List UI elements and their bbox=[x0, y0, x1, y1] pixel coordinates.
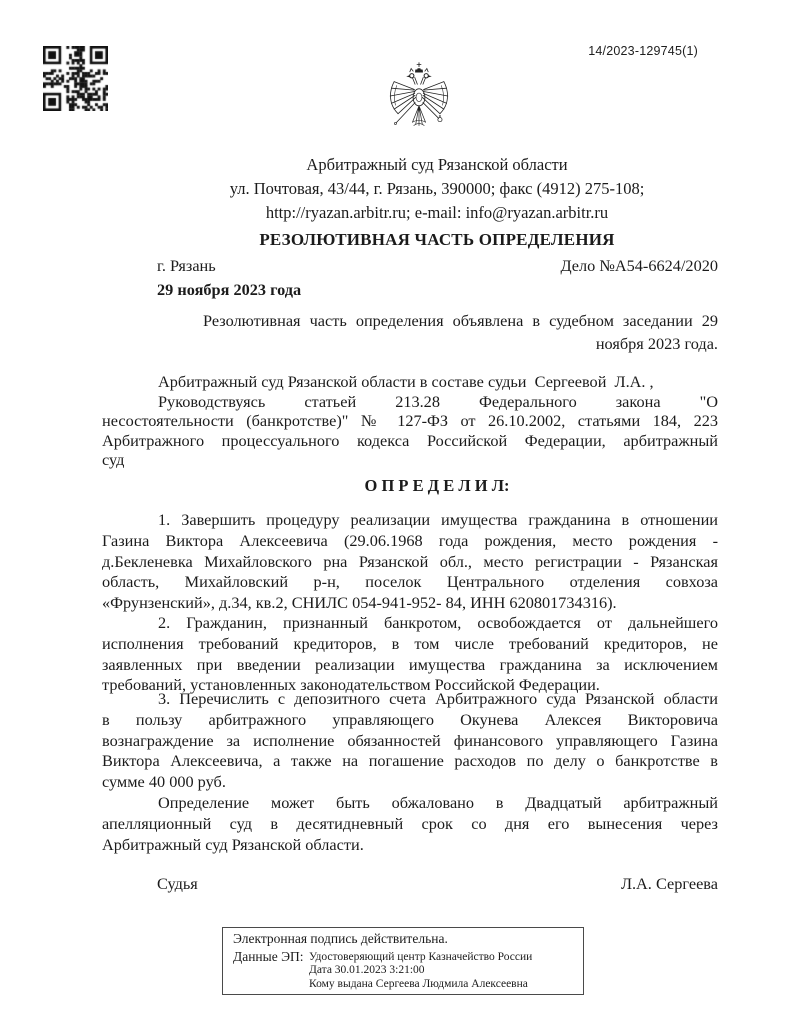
text-line: Арбитражного процессуального кодекса Российской Федерации, арбитражный bbox=[102, 430, 718, 450]
text-line: апелляционный суд в десятидневный срок со дня его вынесения через bbox=[102, 813, 718, 833]
text-line: ноября 2023 года. bbox=[595, 334, 718, 353]
text-line: несостоятельности (банкротстве)" № 127-ФЗ от 26.10.2002, статьями 184, 223 bbox=[102, 411, 718, 431]
text-line: д.Бекленевка Михайловского рна Рязанской обл., место регистрации - Рязанская bbox=[102, 551, 718, 571]
text-line: 1. Завершить процедуру реализации имущества гражданина в отношении bbox=[158, 510, 718, 529]
judge-name: Л.А. Сергеева bbox=[620, 874, 718, 893]
document-date: 29 ноября 2023 года bbox=[157, 280, 302, 299]
text-line: Газина Виктора Алексеевича (29.06.1968 года рождения, место рождения - bbox=[102, 530, 718, 550]
announcement-paragraph bbox=[102, 309, 718, 355]
qr-code-icon bbox=[43, 46, 108, 111]
text-line: сумме 40 000 руб. bbox=[102, 772, 226, 792]
text-line: область, Михайловский р-н, поселок Центрального отделения совхоза bbox=[102, 572, 718, 592]
text-line: Резолютивная часть определения объявлена в судебном заседании 29 bbox=[203, 311, 718, 330]
ruling-heading: О П Р Е Д Е Л И Л: bbox=[364, 476, 510, 495]
stamp-authority: Удостоверяющий центр Казначейство России bbox=[309, 951, 533, 963]
city: г. Рязань bbox=[157, 256, 216, 275]
court-address: ул. Почтовая, 43/44, г. Рязань, 390000; факс (4912) 275-108; bbox=[229, 179, 645, 198]
text-line: заявленных при введении реализации имущества гражданина за исключением bbox=[102, 654, 718, 674]
text-line: исполнения требований кредиторов, в том числе требований кредиторов, не bbox=[102, 633, 718, 653]
text-line: 3. Перечислить с депозитного счета Арбитражного суда Рязанской области bbox=[158, 689, 718, 708]
signature-row bbox=[102, 874, 718, 894]
stamp-date: Дата 30.01.2023 3:21:00 bbox=[309, 964, 425, 977]
meta-row bbox=[102, 256, 718, 276]
appeal-paragraph bbox=[102, 793, 718, 855]
text-line: требований, установленных законодательством Российской Федерации. bbox=[102, 675, 600, 695]
composition-block bbox=[102, 372, 718, 470]
letterhead bbox=[129, 153, 745, 225]
text-line: Арбитражный суд Рязанской области. bbox=[102, 834, 364, 854]
coat-of-arms-icon bbox=[385, 62, 453, 134]
text-line: Виктора Алексеевича, а также на погашение расходов по делу о банкротстве в bbox=[102, 751, 718, 771]
stamp-issued-to: Кому выдана Сергеева Людмила Алексеевна bbox=[309, 977, 528, 990]
text-line: Определение может быть обжаловано в Двадцатый арбитражный bbox=[158, 793, 718, 812]
ruling-paragraph-2 bbox=[102, 613, 718, 696]
text-line: Арбитражный суд Рязанской области в составе судьи Сергеевой Л.А. , bbox=[158, 372, 654, 391]
stamp-data-label: Данные ЭП: bbox=[233, 949, 304, 964]
text-line: Руководствуясь статьей 213.28 Федерального закона "О bbox=[158, 391, 718, 411]
case-number: Дело №А54-6624/2020 bbox=[560, 256, 718, 275]
stamp-details bbox=[309, 951, 532, 991]
document-number: 14/2023-129745(1) bbox=[588, 44, 698, 58]
legal-basis-paragraph bbox=[102, 392, 718, 470]
court-contacts: http://ryazan.arbitr.ru; e-mail: info@ryazan.arbitr.ru bbox=[265, 203, 609, 222]
ruling-paragraph-1 bbox=[102, 510, 718, 614]
judge-label: Судья bbox=[157, 874, 198, 893]
electronic-signature-stamp bbox=[222, 927, 584, 995]
stamp-validity: Электронная подпись действительна. bbox=[233, 931, 448, 946]
text-line: «Фрунзенский», д.34, кв.2, СНИЛС 054-941-952- 84, ИНН 620801734316). bbox=[102, 593, 617, 613]
court-name: Арбитражный суд Рязанской области bbox=[306, 155, 568, 174]
document-title: РЕЗОЛЮТИВНАЯ ЧАСТЬ ОПРЕДЕЛЕНИЯ bbox=[259, 230, 615, 249]
text-line: 2. Гражданин, признанный банкротом, освобождается от дальнейшего bbox=[158, 613, 718, 632]
text-line: вознаграждение за исполнение обязанностей финансового управляющего Газина bbox=[102, 730, 718, 750]
text-line: суд bbox=[102, 450, 125, 470]
text-line: в пользу арбитражного управляющего Окунева Алексея Викторовича bbox=[102, 709, 718, 729]
composition-line bbox=[102, 372, 718, 392]
ruling-paragraph-3 bbox=[102, 689, 718, 793]
